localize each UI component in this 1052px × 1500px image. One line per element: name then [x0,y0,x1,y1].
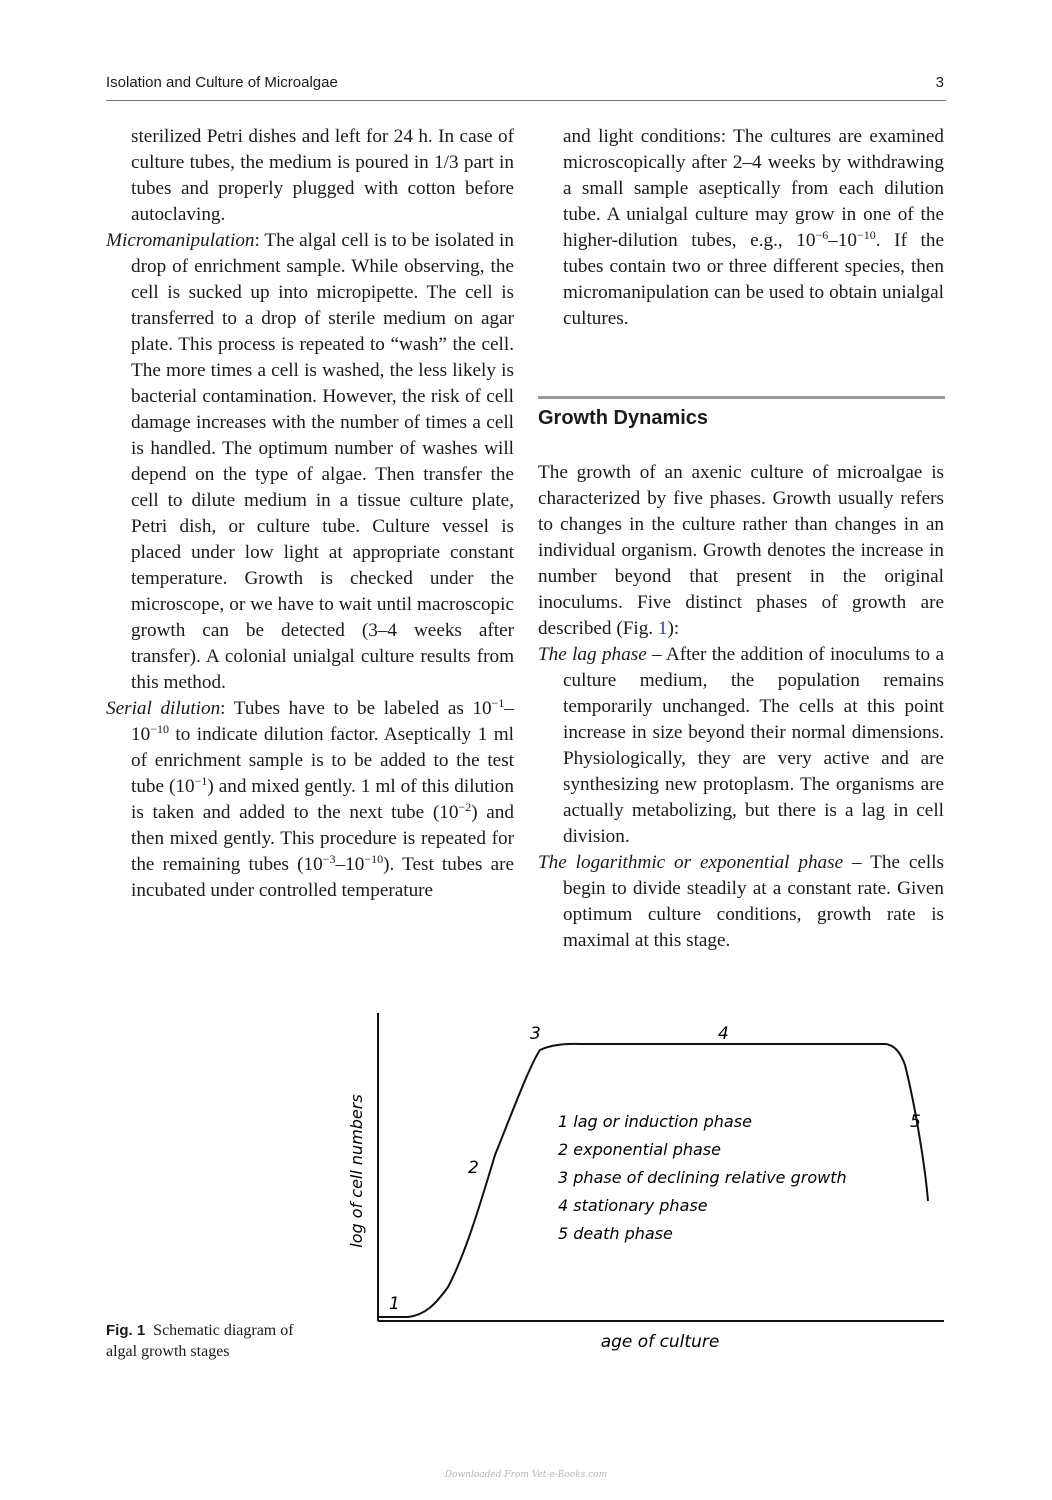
serial-text-part: 10 [472,698,492,719]
micromanipulation-text: : The algal cell is to be isolated in drop of enrichment sample. While observing, the cell is sucked up into micropipette. The cell is transferred to a drop of sterile medium on agar plate. This process is repeated to “wash” the cell. The more times a cell is washed, the less likely is bacterial contamination. However, the risk of cell damage increases with the number of times a cell is handled. The optimum number of washes will depend on the type of algae. Then transfer the cell to dilute medium in a tissue culture plate, Petri dish, or culture tube. Culture vessel is placed under low light at appropriate constant temperature. Growth is checked under the microscope, or we have to wait until macroscopic growth can be detected (3–4 weeks after transfer). A colonial unialgal culture results from this method. [131,230,514,693]
intro-text: ): [667,618,680,639]
continued-text-part: –10 [828,230,858,251]
left-column [106,124,514,904]
continued-text-part: . If the tubes contain two or three different species, then micromanipulation can be used to obtain unialgal cultures. [563,230,944,329]
continued-paragraph: sterilized Petri dishes and left for 24 h. In case of culture tubes, the medium is poured in 1/3 part in tubes and properly plugged with cotton before autoclaving. [131,126,514,225]
figure-caption-text: Schematic diagram of algal growth stages [106,1322,294,1360]
page-number: 3 [935,74,944,91]
serial-text-part: ). Test tubes are incubated under controlled temperature [131,854,514,901]
watermark: Downloaded From Vet-e-Books.com [444,1470,608,1480]
micromanipulation-paragraph [106,228,514,696]
exponent: −10 [364,852,384,866]
x-axis-label: age of culture [600,1332,720,1352]
legend-item: 3 phase of declining relative growth [558,1168,847,1187]
phase-marker: 4 [718,1024,729,1044]
figure-caption-label: Fig. 1 [106,1322,146,1339]
exponent: −10 [857,228,876,242]
phase-marker: 3 [530,1024,541,1044]
legend-item: 5 death phase [558,1224,673,1243]
growth-curve-figure [330,1005,950,1365]
phase-marker: 5 [910,1112,921,1132]
serial-text-part: –10 [335,854,365,875]
micromanipulation-term: Micromanipulation [106,230,255,251]
intro-text: The growth of an axenic culture of microalgae is characterized by five phases. Growth usually refers to changes in the culture rather than changes in an individual organism. Growth denotes the increase in number beyond that present in the original inoculums. Five distinct phases of growth are described (Fig. [538,462,944,639]
exponent: −6 [815,228,829,242]
log-phase-text: – The cells begin to divide steadily at a constant rate. Given optimum culture conditions, growth rate is maximal at this stage. [563,852,944,951]
legend-item: 2 exponential phase [558,1140,721,1159]
legend-item: 4 stationary phase [558,1196,708,1215]
log-phase-paragraph [538,850,944,954]
serial-dilution-paragraph [106,696,514,904]
right-column-top [538,124,944,332]
intro-paragraph [538,460,944,642]
exponent: −2 [458,800,472,814]
log-phase-term: The logarithmic or exponential phase [538,852,844,873]
figure-reference-link[interactable]: 1 [657,618,668,639]
lag-phase-text: – After the addition of inoculums to a culture medium, the population remains temporarily unchanged. The cells at this point increase in size beyond their normal dimensions. Physiologically, they are very active and are synthesizing new protoplasm. The organisms are actually metabolizing, but there is a lag in cell division. [563,644,944,847]
continued-text-part: and light conditions: The cultures are examined microscopically after 2–4 weeks by withdrawing a small sample aseptically from each dilution tube. A unialgal culture may grow in one of the higher-dilution tubes, e.g., 10 [563,126,944,251]
y-axis-label: log of cell numbers [347,1094,366,1248]
exponent: −1 [491,696,505,710]
running-title: Isolation and Culture of Microalgae [106,74,338,91]
section-heading: Growth Dynamics [538,407,709,429]
serial-dilution-term: Serial dilution [106,698,221,719]
serial-text-part: ) and then mixed gently. This procedure is repeated for the remaining tubes (10 [131,802,514,875]
legend-item: 1 lag or induction phase [558,1112,752,1131]
figure-caption [106,1320,326,1362]
serial-text-part: ) and mixed gently. 1 ml of this dilution is taken and added to the next tube (10 [131,776,514,823]
exponent: −3 [322,852,336,866]
lag-phase-term: The lag phase [538,644,647,665]
lag-phase-paragraph [538,642,944,850]
phase-marker: 2 [468,1158,479,1178]
phase-marker: 1 [389,1294,400,1314]
exponent: −1 [194,774,208,788]
exponent: −10 [150,722,169,736]
running-header [106,72,946,101]
growth-dynamics-text [538,460,944,954]
continued-paragraph-right [538,124,944,332]
serial-text-part: : Tubes have to be labeled as [220,698,473,719]
section-divider [538,396,945,399]
serial-text-part: –10 [131,698,515,745]
serial-text-part: to indicate dilution factor. Aseptically 1 ml of enrichment sample is to be added to the test tube (10 [131,724,514,797]
